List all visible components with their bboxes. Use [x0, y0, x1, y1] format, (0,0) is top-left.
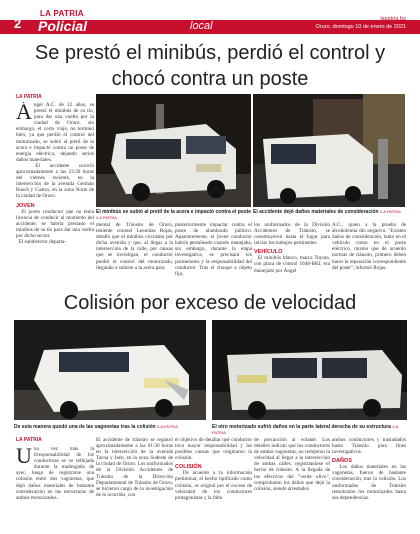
story2-column-3 [175, 437, 252, 532]
site-url: lapatria.bo [380, 16, 406, 22]
story2-paragraph-2: El accidente de tránsito se registró aproximadamente a las 01:30 horas en la intersección de la avenida Tacna y Jaén, en la zona Sudeste de la ciudad de Oruro. Los uniformados de la División Accidentes de Tránsito de la Dirección Departamental de Tránsito de Oruro, se hicieron cargo de la investigación de lo ocurrido, con [96, 437, 173, 498]
story1-byline: LA PATRIA [16, 94, 42, 100]
caption-text: De esta manera quedó una de las vagonetas tras la colisión [14, 424, 156, 430]
caption-text: El accidente dejó daños materiales de consideración [253, 209, 379, 215]
story1-column-4 [254, 222, 330, 286]
story1-paragraph-9: A.C., quien a la prueba de alcoholemia dio negativo. "Existen daños de consideración, tanto en el vehículo como en el poste eléctrico, mismo que de acuerdo normas de tránsito, primero deben hacer la reparación correspondiente del poste", informó Rojas. [332, 222, 406, 271]
story1-subhead-1: JOVEN [16, 202, 35, 209]
page-header [0, 0, 420, 36]
section-name: Policial [38, 18, 88, 34]
story2-paragraph-5: de precaución al volante. Los detalles indican que los conductores de ambas vagonetas, no redujeron la velocidad al llegar a la intersección de ambas calles, registrándose el hecho de tránsito. A la llegada de los efectivos del "verde olivo", comprobaron los daños que dejó la colisión, siendo arrestados [254, 437, 330, 492]
story1-headline: Se prestó el minibús, perdió el control y chocó contra un poste [34, 42, 386, 90]
caption-credit: /LA PATRIA [380, 209, 401, 214]
story1-caption-1 [96, 209, 256, 221]
story2-paragraph-7: Los daños materiales en las vagonetas, fueron de bastante consideración, tras la colisión. Los uniformados de Tránsito remolcaron los motorizados hasta sus dependencias. [332, 464, 406, 501]
story2-subhead-1: COLISIÓN [175, 464, 202, 471]
story1-paragraph-7: los uniformados de la División Accidentes de Tránsito, se constituyeron hasta el lugar para iniciar los trabajos pertinentes. [254, 222, 330, 247]
minibus-damage-photo [253, 94, 405, 207]
caption-text: El minibús se subió al pretil de la acera e impactó contra el poste [96, 209, 252, 215]
caption-text: El otro motorizado sufrió daños en la parte lateral derecha de su estructura [212, 424, 391, 430]
story1-subhead-2: VEHÍCULO [254, 249, 283, 256]
minibus-pole-photo [96, 94, 251, 207]
story1-paragraph-6: posteriormente impactar contra el poste de alumbrado público. Aparentemente, el joven conductor habría pestañeado cuando manejaba, sin embargo, durante la etapa investigativa, se precisará los pormenores y la responsabilidad del conductor. Tras el choque a objeto fijo, [175, 222, 252, 277]
caption-credit: /LA PATRIA [96, 215, 117, 220]
story2-paragraph-1: na vez más la irresponsabilidad de los conductores se ve reflejada durante la madrugada de ayer, luego de registrarse una colisión entre dos vagonetas, que dejó daños materiales de bastante consideración en las estructuras de ambos motorizados. [16, 446, 94, 501]
wagon-front-photo [14, 320, 206, 420]
story2-column-1 [16, 446, 94, 532]
story2-column-4 [254, 437, 330, 532]
wagon-side-photo [212, 320, 407, 420]
page-number: 2 [14, 16, 22, 31]
story1-caption-2 [253, 209, 413, 215]
story2-subhead-2: DAÑOS [332, 458, 352, 465]
story1-column-1 [16, 102, 94, 288]
story1-column-2 [96, 222, 173, 286]
brand-name: LA PATRIA [40, 9, 84, 18]
caption-credit: /LA PATRIA [212, 424, 399, 435]
caption-credit: /LA PATRIA [157, 424, 178, 429]
story2-column-2 [96, 437, 173, 532]
story1-paragraph-2: El accidente ocurrió aproximadamente a las 23:30 horas del viernes reciente, en la intersección de la avenida Germán Busch y Cuatro, en la zona Norte de la ciudad de Oruro. [16, 162, 94, 200]
story2-dropcap: U [16, 446, 32, 468]
story1-column-3 [175, 222, 252, 286]
story2-caption-2 [212, 424, 412, 436]
story1-column-5 [332, 222, 406, 286]
story2-caption-1 [14, 424, 209, 430]
story1-paragraph-1: ngel A.C. de 22 años, se prestó el minibús de su tío, para dar una vuelta por la ciudad de Oruro, sin embargo, el corto viaje, no terminó bien, ya que perdió el control del motorizado, se subió al pretil de la acera e impactó contra un poste de energía eléctrica, dejando serios daños materiales. [16, 102, 94, 163]
story1-dropcap: Á [16, 102, 32, 124]
story2-headline: Colisión por exceso de velocidad [63, 292, 357, 314]
story1-paragraph-4: El subdirector departa- [18, 238, 67, 245]
story1-paragraph-5: mental de Tránsito de Oruro, teniente coronel Leonidas Rojas, detalló que el minibús circulaba por dicha avenida y que, al llegar a la intersección de la calle, por causas que se investigan, el conductor perdió el control del motorizado, llegando a subirse a la acera para [96, 222, 173, 271]
story1-paragraph-8: El minibús blanco, marca Toyota, con placa de control 1048-BKI, era manejado por Ángel [254, 255, 330, 274]
story2-byline: LA PATRIA [16, 437, 42, 443]
issue-date: Oruro, domingo 10 de enero de 2021 [315, 24, 406, 30]
story2-paragraph-6: ambos conductores y trasladados hasta Tránsito para fines investigativos. [332, 437, 406, 456]
story2-paragraph-3: el objetivo de detallar qué conductor tuvo mayor responsabilidad y las posibles causas que originaron la colisión. [175, 437, 252, 462]
story2-paragraph-4: De acuerdo a la información preliminar, el hecho tipificado como colisión, se originó por el exceso de velocidad de los conductores protagonistas y la falta [175, 470, 252, 501]
story1-paragraph-3: El joven conductor que no tenía licencia de conducir al momento del accidente, se habría prestado el minibús de su tío para dar una vuelta por dicho sector. [16, 208, 94, 239]
section-tag: local [190, 20, 213, 32]
story2-column-5 [332, 437, 406, 532]
